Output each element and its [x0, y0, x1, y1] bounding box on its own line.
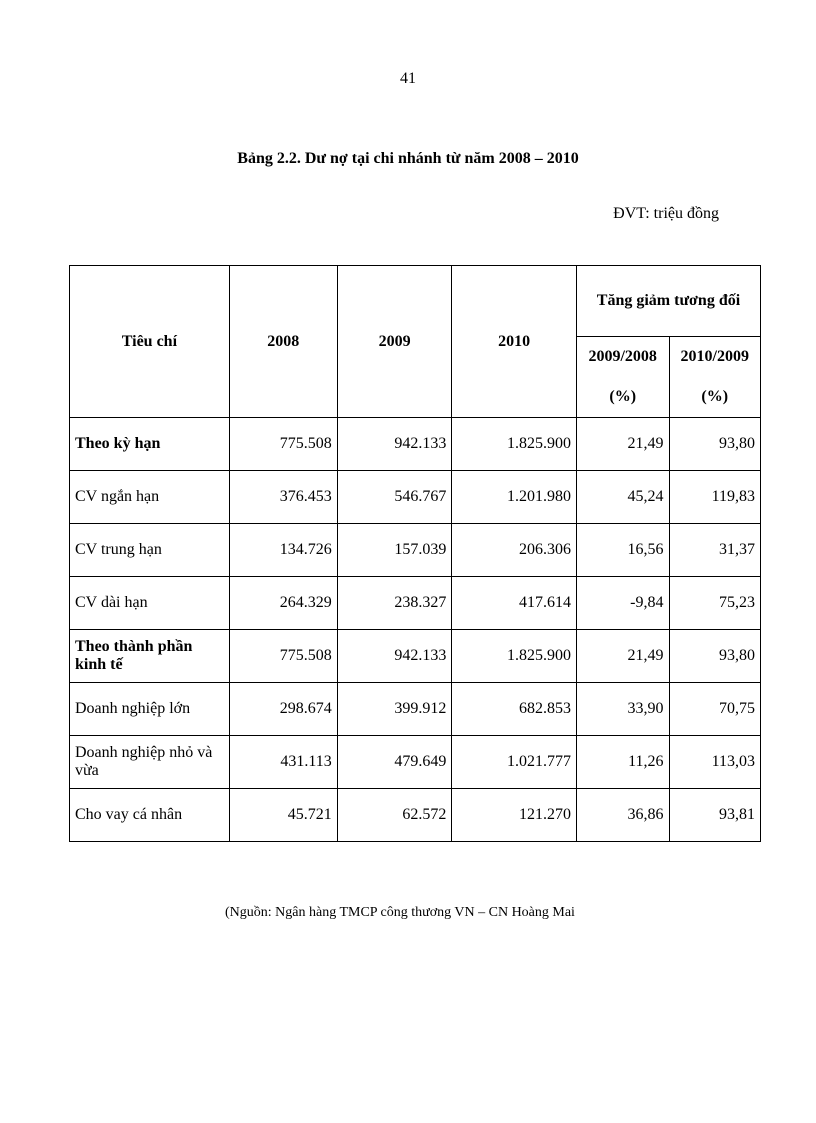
table-title: Bảng 2.2. Dư nợ tại chi nhánh từ năm 2008 – 2010 — [237, 150, 579, 167]
cell-ratio-2009-2008: 16,56 — [576, 524, 669, 577]
cell-ratio-2009-2008: 36,86 — [576, 789, 669, 842]
cell-ratio-2010-2009: 70,75 — [669, 683, 761, 736]
cell-2010: 1.825.900 — [452, 630, 577, 683]
cell-2009: 942.133 — [337, 418, 452, 471]
cell-ratio-2009-2008: 33,90 — [576, 683, 669, 736]
cell-2008: 376.453 — [229, 471, 337, 524]
cell-2010: 417.614 — [452, 577, 577, 630]
cell-ratio-2010-2009: 31,37 — [669, 524, 761, 577]
cell-2010: 121.270 — [452, 789, 577, 842]
cell-2008: 775.508 — [229, 630, 337, 683]
cell-2009: 399.912 — [337, 683, 452, 736]
source-note: (Nguồn: Ngân hàng TMCP công thương VN – CN Hoàng Mai — [225, 905, 575, 920]
cell-ratio-2009-2008: 21,49 — [576, 630, 669, 683]
row-label: Doanh nghiệp lớn — [70, 683, 230, 736]
cell-ratio-2010-2009: 119,83 — [669, 471, 761, 524]
cell-ratio-2010-2009: 93,81 — [669, 789, 761, 842]
cell-2009: 238.327 — [337, 577, 452, 630]
header-2008: 2008 — [229, 266, 337, 418]
ratio-2009-2008-unit: (%) — [609, 388, 637, 405]
cell-2008: 134.726 — [229, 524, 337, 577]
table-row — [70, 630, 761, 683]
table-row — [70, 471, 761, 524]
cell-2009: 942.133 — [337, 630, 452, 683]
row-label: CV ngắn hạn — [70, 471, 230, 524]
header-2010: 2010 — [452, 266, 577, 418]
row-label: CV trung hạn — [70, 524, 230, 577]
cell-2008: 264.329 — [229, 577, 337, 630]
cell-2010: 1.021.777 — [452, 736, 577, 789]
cell-2010: 1.201.980 — [452, 471, 577, 524]
header-ratio-2010-2009 — [669, 337, 761, 418]
cell-ratio-2010-2009: 75,23 — [669, 577, 761, 630]
cell-2008: 431.113 — [229, 736, 337, 789]
cell-2008: 298.674 — [229, 683, 337, 736]
unit-label: ĐVT: triệu đồng — [613, 205, 719, 222]
cell-ratio-2009-2008: -9,84 — [576, 577, 669, 630]
table-row — [70, 789, 761, 842]
cell-2009: 62.572 — [337, 789, 452, 842]
cell-2010: 682.853 — [452, 683, 577, 736]
page-number: 41 — [400, 70, 416, 87]
header-criterion: Tiêu chí — [70, 266, 230, 418]
row-label: Theo thành phần kinh tế — [70, 630, 230, 683]
row-label: Doanh nghiệp nhỏ và vừa — [70, 736, 230, 789]
cell-ratio-2009-2008: 45,24 — [576, 471, 669, 524]
cell-2008: 775.508 — [229, 418, 337, 471]
cell-2010: 1.825.900 — [452, 418, 577, 471]
header-2009: 2009 — [337, 266, 452, 418]
cell-ratio-2009-2008: 21,49 — [576, 418, 669, 471]
cell-ratio-2010-2009: 93,80 — [669, 418, 761, 471]
table-row — [70, 683, 761, 736]
ratio-2010-2009-unit: (%) — [701, 388, 729, 405]
cell-2009: 479.649 — [337, 736, 452, 789]
loan-balance-table — [69, 265, 761, 842]
ratio-2009-2008-label: 2009/2008 — [588, 348, 657, 365]
table-row — [70, 736, 761, 789]
ratio-2010-2009-label: 2010/2009 — [680, 348, 749, 365]
table-row — [70, 524, 761, 577]
row-label: Theo kỳ hạn — [70, 418, 230, 471]
row-label: CV dài hạn — [70, 577, 230, 630]
cell-ratio-2009-2008: 11,26 — [576, 736, 669, 789]
row-label: Cho vay cá nhân — [70, 789, 230, 842]
table-body — [70, 418, 761, 842]
header-ratio-2009-2008 — [576, 337, 669, 418]
table-row — [70, 577, 761, 630]
cell-ratio-2010-2009: 93,80 — [669, 630, 761, 683]
header-relative-change: Tăng giảm tương đối — [576, 266, 760, 337]
cell-2009: 157.039 — [337, 524, 452, 577]
cell-2008: 45.721 — [229, 789, 337, 842]
table-row — [70, 418, 761, 471]
cell-ratio-2010-2009: 113,03 — [669, 736, 761, 789]
cell-2009: 546.767 — [337, 471, 452, 524]
cell-2010: 206.306 — [452, 524, 577, 577]
